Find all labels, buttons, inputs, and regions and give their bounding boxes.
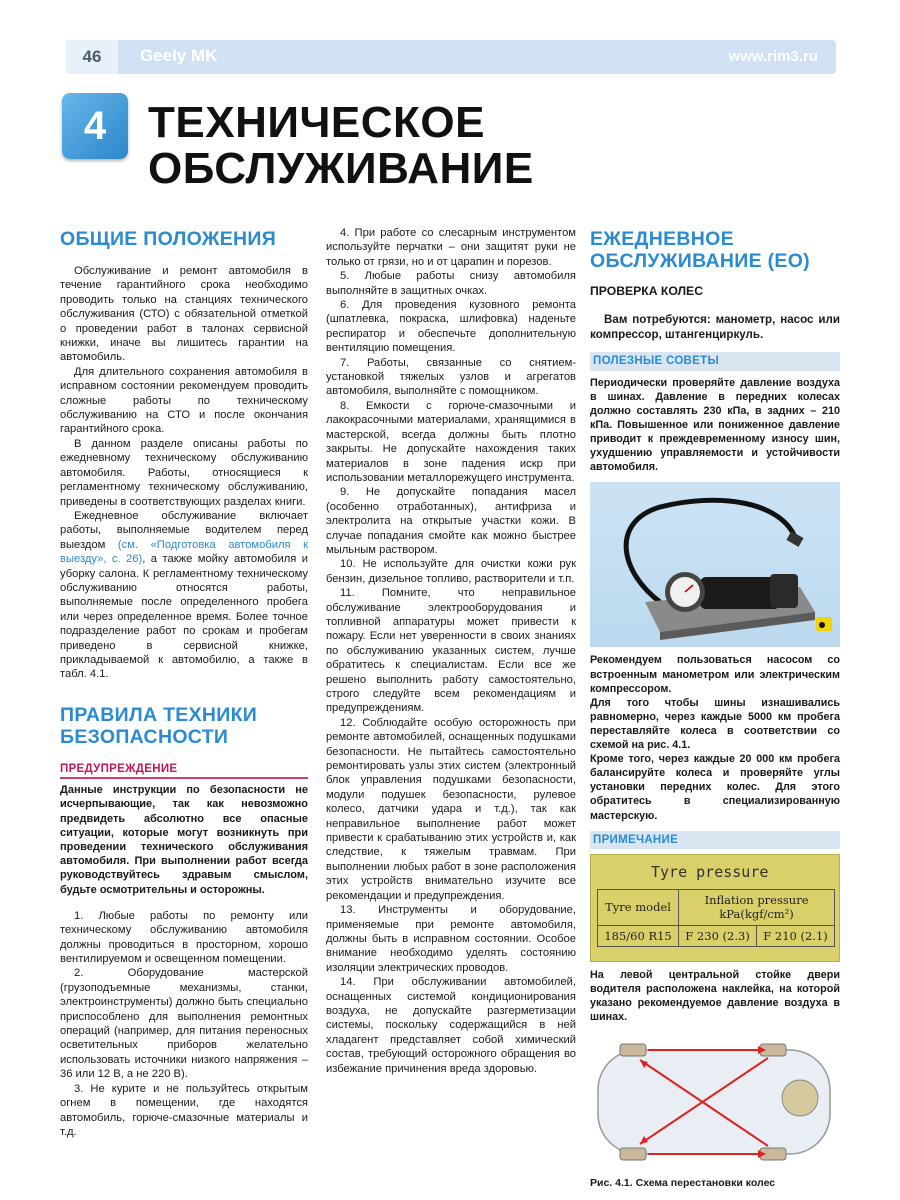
sticker-col-pressure-line1: Inflation pressure xyxy=(704,893,809,907)
safety-rule-10: 10. Не используйте для очистки кожи рук бензин, дизельное топливо, растворители и т.п. xyxy=(326,558,576,585)
balancing-instruction: Кроме того, через каждые 20 000 км пробега балансируйте колеса и проверяйте углы установки передних колес. Для этого обратитесь в специализированную мастерскую. xyxy=(590,753,840,822)
safety-rule-11: 11. Помните, что неправильное обслуживание электрооборудования и топливной аппаратуры может привести к пожару. Если нет уверенности в своих знаниях по обслуживанию указанных систем, лучше обратитесь к специалистам. Если все же решено выполнить работу самостоятельно, строго следуйте всем рекомендациям и предупреждениям. xyxy=(326,587,576,715)
safety-heading-line1: ПРАВИЛА ТЕХНИКИ xyxy=(60,703,258,726)
foot-pump-illustration xyxy=(590,482,840,647)
sticker-col-model: Tyre model xyxy=(598,890,679,926)
safety-rule-8: 8. Емкости с горюче-смазочными и лакокрасочными материалами, хранящимися в мастерской, всегда должны быть плотно закрыты. Не допускайте нахождения таких материалов в зоне падения искр при использовании металлорежущего инструмента. xyxy=(326,399,576,484)
required-tools: Вам потребуются: манометр, насос или компрессор, штангенциркуль. xyxy=(590,313,840,342)
safety-rule-5: 5. Любые работы снизу автомобиля выполняйте в защитных очках. xyxy=(326,270,576,297)
sticker-rear-pressure: F 210 (2.1) xyxy=(757,925,835,946)
note-label: ПРИМЕЧАНИЕ xyxy=(590,831,840,849)
safety-rule-1: 1. Любые работы по ремонту или техническому обслуживанию автомобиля должны проводиться в просторном, хорошо вентилируемом и освещенном помещении. xyxy=(60,909,308,966)
site-url[interactable]: www.rim3.ru xyxy=(728,48,818,65)
general-paragraph-2: Для длительного сохранения автомобиля в исправном состоянии рекомендуем проводить сложные работы по техническому обслуживанию на СТО и после окончания гарантийного срока. xyxy=(60,365,308,436)
daily-heading-line1: ЕЖЕДНЕВНОЕ xyxy=(590,228,734,250)
chapter-title-line2: ОБСЛУЖИВАНИЕ xyxy=(148,144,534,193)
column-left xyxy=(60,228,308,1139)
warning-text: Данные инструкции по безопасности не исчерпывающие, так как невозможно предвидеть абсолютно все опасные ситуации, которые могут возникнуть при проведении технического обслуживания автомобиля. При выполнении работ всегда руководствуйтесь здравым смыслом, будьте осмотрительны и осторожны. xyxy=(60,784,308,896)
sticker-table xyxy=(597,889,835,947)
safety-rule-2: 2. Оборудование мастерской (грузоподъемные механизмы, станки, электроинструменты) должно быть специально приспособлено для выполнения ремонтных операций (например, для питания переносных осветительных приборов желательно использовать источники низкого напряжения – 36 или 12 В, а не 220 В). xyxy=(60,967,308,1081)
daily-heading xyxy=(590,228,840,272)
general-paragraph-3: В данном разделе описаны работы по ежедневному техническому обслуживанию автомобиля. Работы, относящиеся к регламентному техническому обслуживанию, приведены в соответствующих разделах книги. xyxy=(60,437,308,508)
safety-rule-9: 9. Не допускайте попадания масел (особенно отработанных), антифриза и электролита на открытые участки кожи. В случае попадания смойте как можно быстрее мыльным раствором. xyxy=(326,486,576,556)
sticker-col-pressure-line2: kPa(kgf/cm²) xyxy=(719,907,794,922)
figure-caption: Рис. 4.1. Схема перестановки колес xyxy=(590,1177,776,1190)
general-paragraph-1: Обслуживание и ремонт автомобиля в течение гарантийного срока необходимо проводить только на станциях технического обслуживания (СТО) с обязательной отметкой о проведении работ в талонах сервисной книжки, иначе вы лишитесь гарантии на автомобиль. xyxy=(60,265,308,364)
safety-rule-4: 4. При работе со слесарным инструментом используйте перчатки – они защитят руки не только от грязи, но и от царапин и порезов. xyxy=(326,227,576,268)
tips-text: Периодически проверяйте давление воздуха в шинах. Давление в передних колесах должно составлять 230 кПа, в задних – 210 кПа. Повышенное или пониженное давление приводит к преждевременному износу шин, ухудшению управляемости и устойчивости автомобиля. xyxy=(590,376,840,474)
general-heading: ОБЩИЕ ПОЛОЖЕНИЯ xyxy=(60,228,277,250)
daily-heading-line2: ОБСЛУЖИВАНИЕ (ЕО) xyxy=(590,250,810,272)
safety-rule-13: 13. Инструменты и оборудование, применяемые при ремонте автомобиля, должны быть в исправном состоянии. Особое внимание необходимо уделять состоянию изоляции электрических проводов. xyxy=(326,904,576,974)
chapter-title xyxy=(148,100,534,192)
safety-rule-7: 7. Работы, связанные со снятием-установкой тяжелых узлов и агрегатов автомобиля, выполняйте с помощником. xyxy=(326,356,576,398)
general-p4-start: Ежедневное обслуживание включает работы, выполняемые водителем перед выездом xyxy=(60,509,308,551)
chapter-number: 4 xyxy=(62,93,128,159)
chapter-title-line1: ТЕХНИЧЕСКОЕ xyxy=(148,98,485,147)
sticker-front-pressure: F 230 (2.3) xyxy=(679,925,757,946)
rotation-instruction: Для того чтобы шины изнашивались равномерно, через каждые 5000 км пробега переставляйте колеса в соответствии со схемой на рис. 4.1. xyxy=(590,696,840,752)
safety-rule-3: 3. Не курите и не пользуйтесь открытым огнем в помещении, где находятся автомобиль, горюче-смазочные материалы и т.д. xyxy=(60,1082,308,1138)
sticker-model: 185/60 R15 xyxy=(598,925,679,946)
safety-heading xyxy=(60,704,308,748)
sticker-title: Tyre pressure xyxy=(651,863,769,881)
tyre-pressure-sticker xyxy=(590,854,840,962)
wheel-check-subheading: ПРОВЕРКА КОЛЕС xyxy=(590,284,703,298)
safety-rule-14: 14. При обслуживании автомобилей, оснащенных системой кондиционирования воздуха, не допускайте разгерметизации системы, поскольку содержащийся в ней хладагент представляет собой химический состав, требующий осторожного обращения во избежание причинения вреда здоровью. xyxy=(326,976,576,1075)
wheel-rotation-scheme xyxy=(590,1032,840,1172)
safety-heading-line2: БЕЗОПАСНОСТИ xyxy=(60,725,229,748)
wheel-rotation-diagram xyxy=(590,1032,840,1172)
safety-rule-12: 12. Соблюдайте особую осторожность при ремонте автомобилей, оснащенных подушками безопасности. Не пытайтесь самостоятельно ремонтировать узлы этих систем (электронный блок управления подушками безопасности, модули подушек безопасности, рулевое колесо, датчики удара и т.д.), так как неправильное выполнение работ может привести к срабатыванию этих устройств и, как следствие, к тяжелым травмам. При выполнении любых работ в зоне расположения этих устройств внимательно изучите все рекомендации и предупреждения. xyxy=(326,716,576,902)
general-p4-end: , а также мойку автомобиля и уборку салона. К регламентному техническому обслуживанию относятся работы, выполняемые после определенного пробега или через определенное время. Более точное подразделение работ по срокам и пробегам приведено в сервисной книжке, прикладываемой к автомобилю, а также в табл. 4.1. xyxy=(60,553,308,681)
pump-recommendation: Рекомендуем пользоваться насосом со встроенным манометром или электрическим компрессором. xyxy=(590,654,840,695)
tips-label: ПОЛЕЗНЫЕ СОВЕТЫ xyxy=(590,352,840,370)
foot-pump-photo xyxy=(590,482,840,647)
general-paragraph-4 xyxy=(60,509,308,682)
warning-label: ПРЕДУПРЕЖДЕНИЕ xyxy=(60,762,308,779)
column-middle xyxy=(326,226,576,1076)
sticker-note: На левой центральной стойке двери водителя расположена наклейка, на которой указано рекомендуемое давление воздуха в шинах. xyxy=(590,969,840,1024)
brand-title: Geely MK xyxy=(140,46,218,65)
page-number: 46 xyxy=(66,40,118,74)
cross-reference-link[interactable]: (см. «Подготовка автомобиля к выезду», с. 26) xyxy=(60,538,308,566)
safety-rule-6: 6. Для проведения кузовного ремонта (шпатлевка, покраска, шлифовка) наденьте респиратор и обеспечьте дополнительную вентиляцию помещения. xyxy=(326,299,576,355)
column-right xyxy=(590,228,840,1191)
sticker-col-pressure xyxy=(679,890,835,926)
